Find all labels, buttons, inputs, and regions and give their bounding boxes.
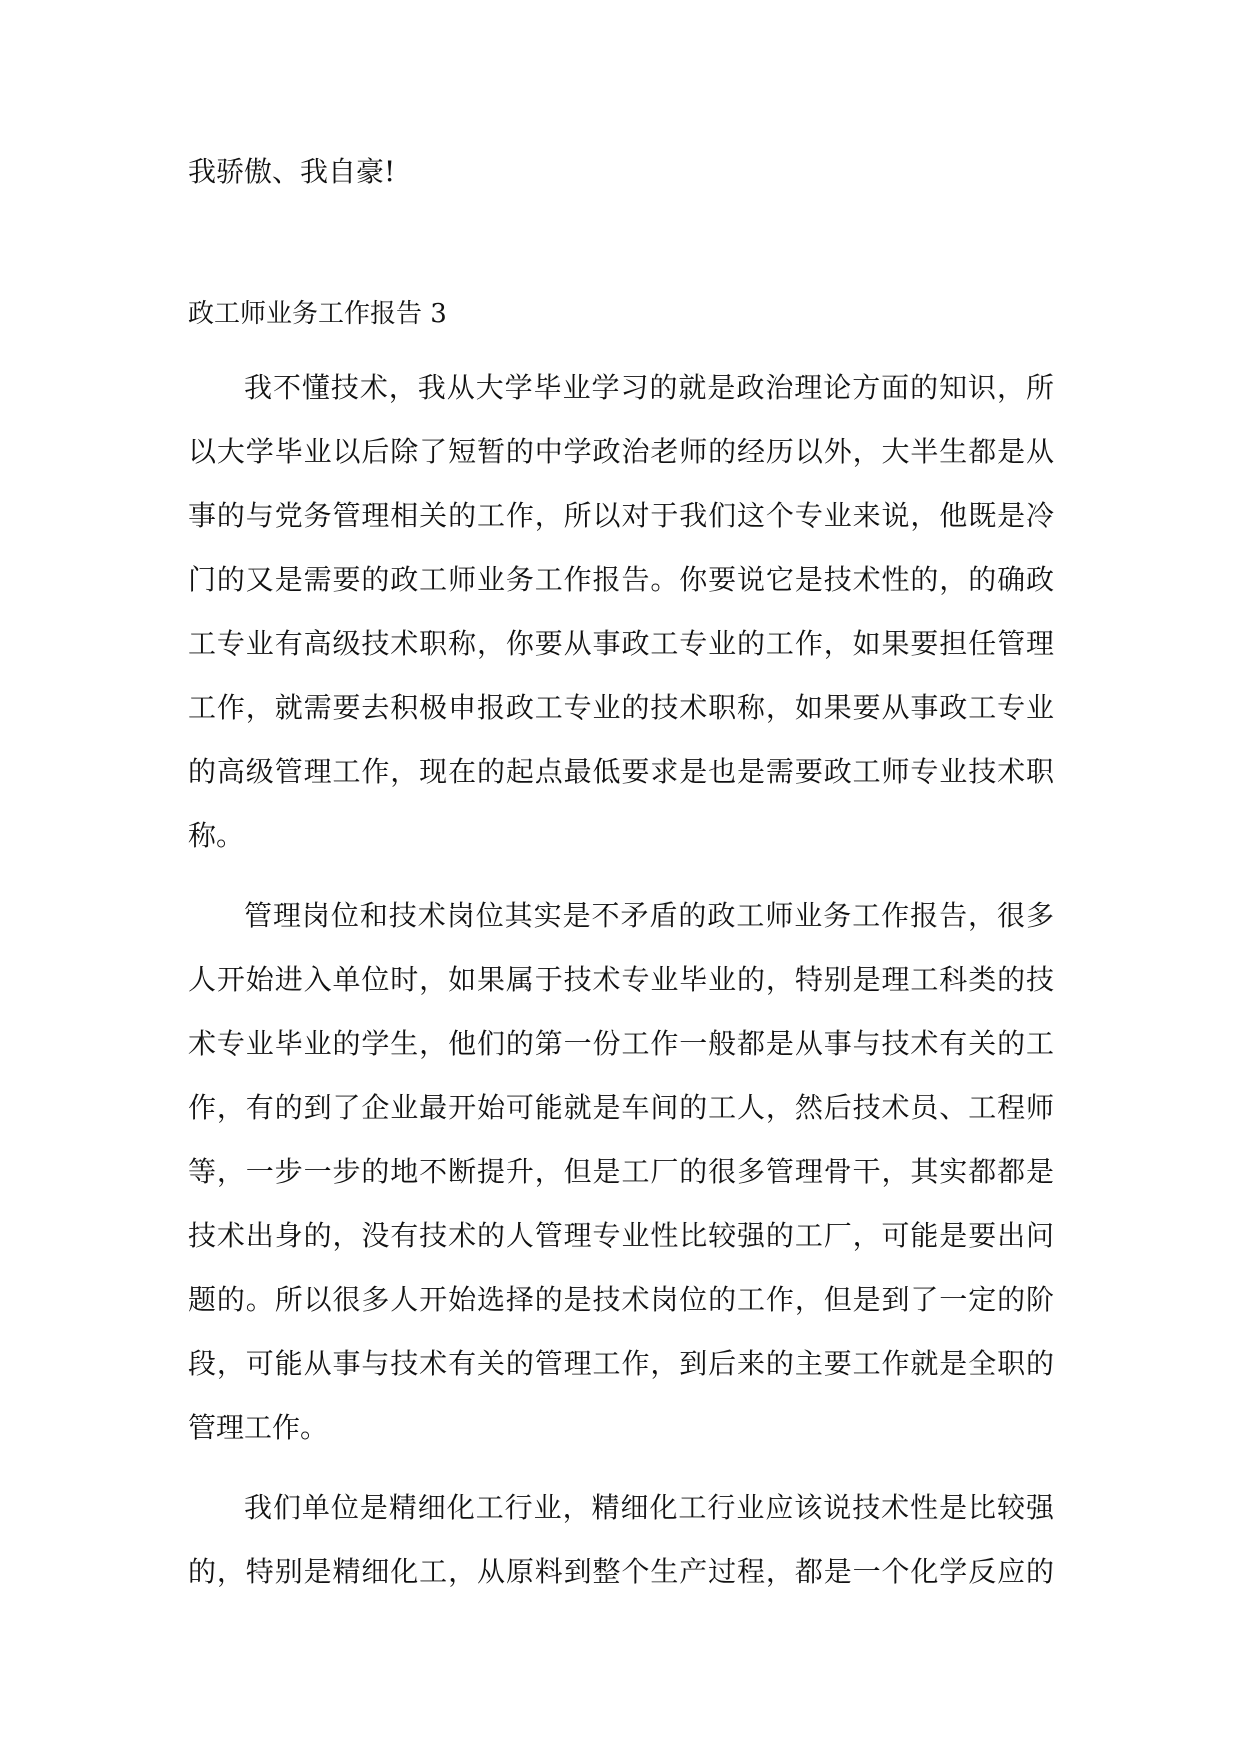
- paragraph-line: 题的。所以很多人开始选择的是技术岗位的工作，但是到了一定的阶: [188, 1283, 1054, 1316]
- paragraph-2: [188, 896, 1054, 1448]
- paragraph-line: 术专业毕业的学生，他们的第一份工作一般都是从事与技术有关的工: [188, 1027, 1054, 1060]
- paragraph-1: [188, 368, 1054, 856]
- paragraph-line: 管理岗位和技术岗位其实是不矛盾的政工师业务工作报告，很多: [244, 899, 1054, 932]
- paragraph-line: 我们单位是精细化工行业，精细化工行业应该说技术性是比较强: [244, 1491, 1054, 1524]
- paragraph-line: 等，一步一步的地不断提升，但是工厂的很多管理骨干，其实都都是: [188, 1155, 1054, 1188]
- paragraph-line: 段，可能从事与技术有关的管理工作，到后来的主要工作就是全职的: [188, 1347, 1054, 1380]
- paragraph-line: 技术出身的，没有技术的人管理专业性比较强的工厂，可能是要出问: [188, 1219, 1054, 1252]
- paragraph-line: 作，有的到了企业最开始可能就是车间的工人，然后技术员、工程师: [188, 1091, 1054, 1124]
- document-body: [188, 152, 1054, 1592]
- paragraph-line: 工作，就需要去积极申报政工专业的技术职称，如果要从事政工专业: [188, 691, 1054, 724]
- paragraph-line: 的高级管理工作，现在的起点最低要求是也是需要政工师专业技术职: [188, 755, 1054, 788]
- paragraph-3: [188, 1488, 1054, 1592]
- paragraph-line: 事的与党务管理相关的工作，所以对于我们这个专业来说，他既是冷: [188, 499, 1054, 532]
- paragraph-line: 管理工作。: [188, 1411, 329, 1444]
- paragraph-line: 的，特别是精细化工，从原料到整个生产过程，都是一个化学反应的: [188, 1555, 1054, 1588]
- section-title: 政工师业务工作报告 3: [188, 299, 447, 329]
- paragraph-line: 工专业有高级技术职称，你要从事政工专业的工作，如果要担任管理: [188, 627, 1054, 660]
- paragraph-line: 门的又是需要的政工师业务工作报告。你要说它是技术性的，的确政: [188, 563, 1054, 596]
- closing-line: 我骄傲、我自豪!: [188, 155, 396, 188]
- paragraph-line: 以大学毕业以后除了短暂的中学政治老师的经历以外，大半生都是从: [188, 435, 1054, 468]
- paragraph-line: 称。: [188, 819, 245, 852]
- spacer: [188, 192, 1054, 294]
- paragraph-line: 人开始进入单位时，如果属于技术专业毕业的，特别是理工科类的技: [188, 963, 1054, 996]
- paragraph-line: 我不懂技术，我从大学毕业学习的就是政治理论方面的知识，所: [244, 371, 1054, 404]
